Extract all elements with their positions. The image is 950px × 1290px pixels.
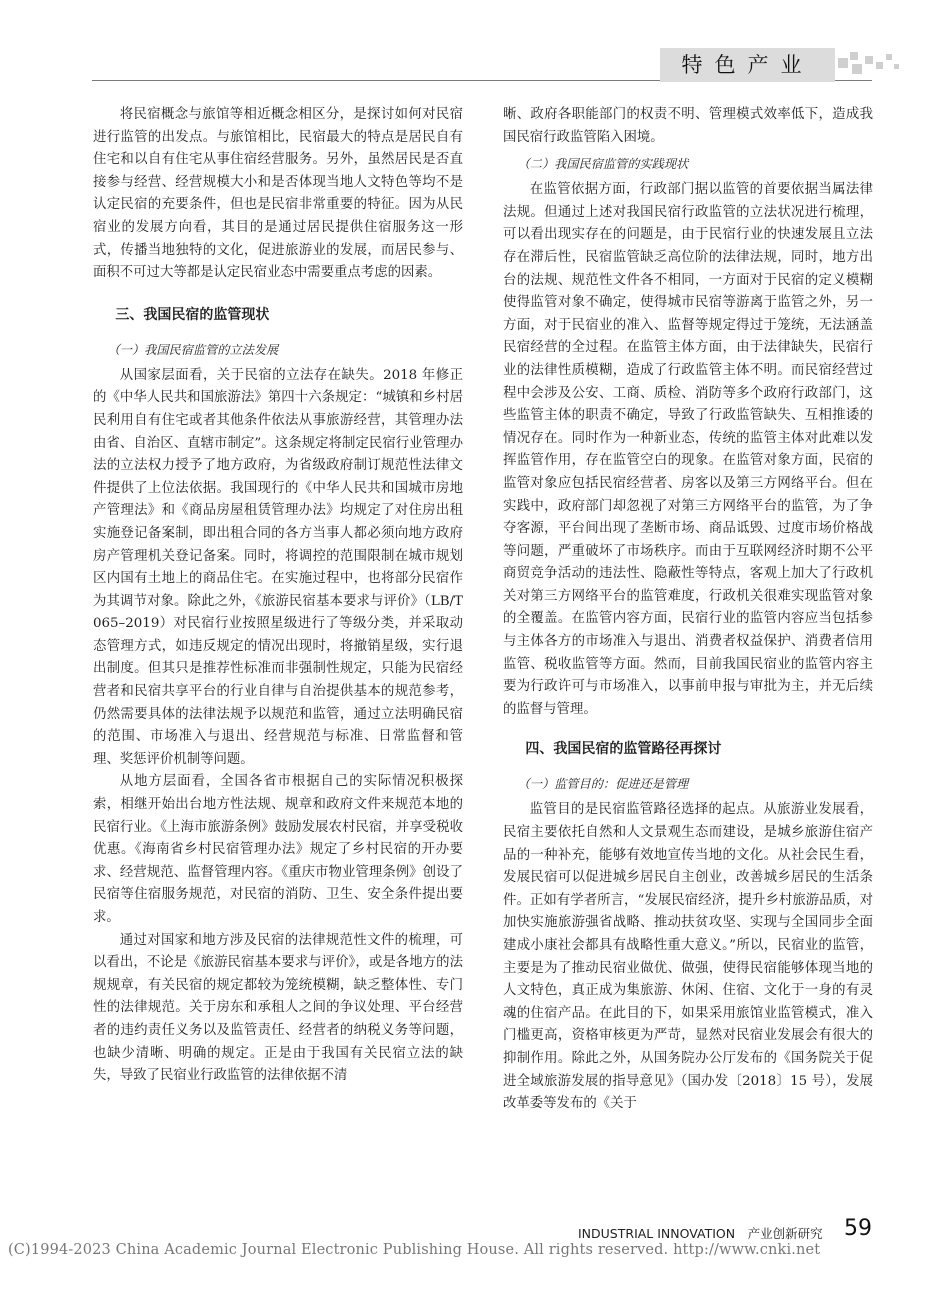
paragraph: 从国家层面看，关于民宿的立法存在缺失。2018 年修正的《中华人民共和国旅游法》第四十六条规定：“城镇和乡村居民利用自有住宅或者其他条件依法从事旅游经营，其管理办法由省、自治区、直辖市制定”。这条规定将制定民宿行业管理办法的立法权力授予了地方政府，为省级政府制订规范性法律文件提供了上位法依据。我国现行的《中华人民共和国城市房地产管理法》和《商品房屋租赁管理办法》均规定了对住房出租实施登记备案制，即出租合同的各方当事人都必须向地方政府房产管理机关登记备案。同时，将调控的范围限制在城市规划区内国有土地上的商品住宅。在实施过程中，也将部分民宿作为其调节对象。除此之外，《旅游民宿基本要求与评价》（LB/T 065–2019）对民宿行业按照星级进行了等级分类，并采取动态管理方式，如违反规定的情况出现时，将撤销星级，实行退出制度。但其只是推荐性标准而非强制性规定，只能为民宿经营者和民宿共享平台的行业自律与自治提供基本的规范参考，仍然需要具体的法律法规予以规范和监管，通过立法明确民宿的范围、市场准入与退出、经营规范与标准、日常监督和管理、奖惩评价机制等问题。 xyxy=(93,367,463,767)
paragraph: 通过对国家和地方涉及民宿的法律规范性文件的梳理，可以看出，不论是《旅游民宿基本要求与评价》，或是各地方的法规规章，有关民宿的规定都较为笼统模糊，缺乏整体性、专门性的法律规范。关于房东和承租人之间的争议处理、平台经营者的违约责任义务以及监管责任、经营者的纳税义务等问题，也缺少清晰、明确的规定。正是由于我国有关民宿立法的缺失，导致了民宿业行政监管的法律依据不清 xyxy=(93,932,463,1084)
journal-name: INDUSTRIAL INNOVATION 产业创新研究 xyxy=(578,1226,823,1241)
page-number: 59 xyxy=(844,1216,872,1241)
paragraph: 从地方层面看，全国各省市根据自己的实际情况积极探索，相继开始出台地方性法规、规章和政府文件来规范本地的民宿行业。《上海市旅游条例》鼓励发展农村民宿，并享受税收优惠。《海南省乡村民宿管理办法》规定了乡村民宿的开办要求、经营规范、监督管理内容。《重庆市物业管理条例》创设了民宿等住宿服务规范，对民宿的消防、卫生、安全条件提出要求。 xyxy=(93,774,463,925)
paragraph: 将民宿概念与旅馆等相近概念相区分，是探讨如何对民宿进行监管的出发点。与旅馆相比，民宿最大的特点是居民自有住宅和以自有住宅从事住宿经营服务。另外，虽然居民是否直接参与经营、经营规模大小和是否体现当地人文特色等均不是认定民宿的充要条件，但也是民宿非常重要的特征。因为从民宿业的发展方向看，其目的是通过居民提供住宿服务这一形式，传播当地独特的文化，促进旅游业的发展，而居民参与、面积不可过大等都是认定民宿业态中需要重点考虑的因素。 xyxy=(93,107,463,281)
subsection-heading: （一）我国民宿监管的立法发展 xyxy=(107,342,279,357)
right-column xyxy=(503,104,873,1116)
left-column xyxy=(93,104,463,1088)
paragraph: 晰、政府各职能部门的权责不明、管理模式效率低下，造成我国民宿行政监管陷入困境。 xyxy=(503,107,873,145)
section-heading: 三、我国民宿的监管现状 xyxy=(115,306,270,323)
section-heading: 四、我国民宿的监管路径再探讨 xyxy=(525,741,722,758)
subsection-heading: （一）监管目的：促进还是管理 xyxy=(517,777,689,792)
subsection-heading: （二）我国民宿监管的实践现状 xyxy=(517,157,689,172)
section-tag: 特色产业 xyxy=(660,48,835,82)
copyright-watermark: (C)1994-2023 China Academic Journal Electronic Publishing House. All rights reserved. http://www.cnki.net xyxy=(8,1242,821,1258)
decorative-dots xyxy=(838,50,908,80)
paragraph: 监管目的是民宿监管路径选择的起点。从旅游业发展看，民宿主要依托自然和人文景观生态而建设，是城乡旅游住宿产品的一种补充，能够有效地宣传当地的文化。从社会民生看，发展民宿可以促进城乡居民自主创业，改善城乡居民的生活条件。正如有学者所言，“发展民宿经济，提升乡村旅游品质，对加快实施旅游强省战略、推动扶贫攻坚、实现与全国同步全面建成小康社会都具有战略性重大意义。”所以，民宿业的监管，主要是为了推动民宿业做优、做强，使得民宿能够体现当地的人文特色，真正成为集旅游、休闲、住宿、文化于一身的有灵魂的住宿产品。在此目的下，如果采用旅馆业监管模式，准入门槛更高，资格审核更为严苛，显然对民宿业发展会有很大的抑制作用。除此之外，从国务院办公厅发布的《国务院关于促进全域旅游发展的指导意见》（国办发〔2018〕15 号），发展改革委等发布的《关于 xyxy=(503,802,873,1112)
paragraph: 在监管依据方面，行政部门据以监管的首要依据当属法律法规。但通过上述对我国民宿行政监管的立法状况进行梳理，可以看出现实存在的问题是，由于民宿行业的快速发展且立法存在滞后性，民宿监管缺乏高位阶的法律法规，同时，地方出台的法规、规范性文件各不相同，一方面对于民宿的定义模糊使得监管对象不确定，使得城市民宿等游离于监管之外，另一方面，对于民宿业的准入、监督等规定得过于笼统，无法涵盖民宿经营的全过程。在监管主体方面，由于法律缺失，民宿行业的法律性质模糊，造成了行政监管主体不明。而民宿经营过程中会涉及公安、工商、质检、消防等多个政府行政部门，这些监管主体的职责不确定，导致了行政监管缺失、互相推诿的情况存在。同时作为一种新业态，传统的监管主体对此难以发挥监管作用，存在监管空白的现象。在监管对象方面，民宿的监管对象应包括民宿经营者、房客以及第三方网络平台。但在实践中，政府部门却忽视了对第三方网络平台的监管，为了争夺客源，平台间出现了垄断市场、商品诋毁、过度市场价格战等问题，严重破坏了市场秩序。而由于互联网经济时期不公平商贸竞争活动的违法性、隐蔽性等特点，客观上加大了行政机关对第三方网络平台的监管难度，行政机关很难实现监管对象的全覆盖。在监管内容方面，民宿行业的监管内容应当包括参与主体各方的市场准入与退出、消费者权益保护、消费者信用监管、税收监管等方面。然而，目前我国民宿业的监管内容主要为行政许可与市场准入，以事前申报与审批为主，并无后续的监督与管理。 xyxy=(503,182,873,717)
